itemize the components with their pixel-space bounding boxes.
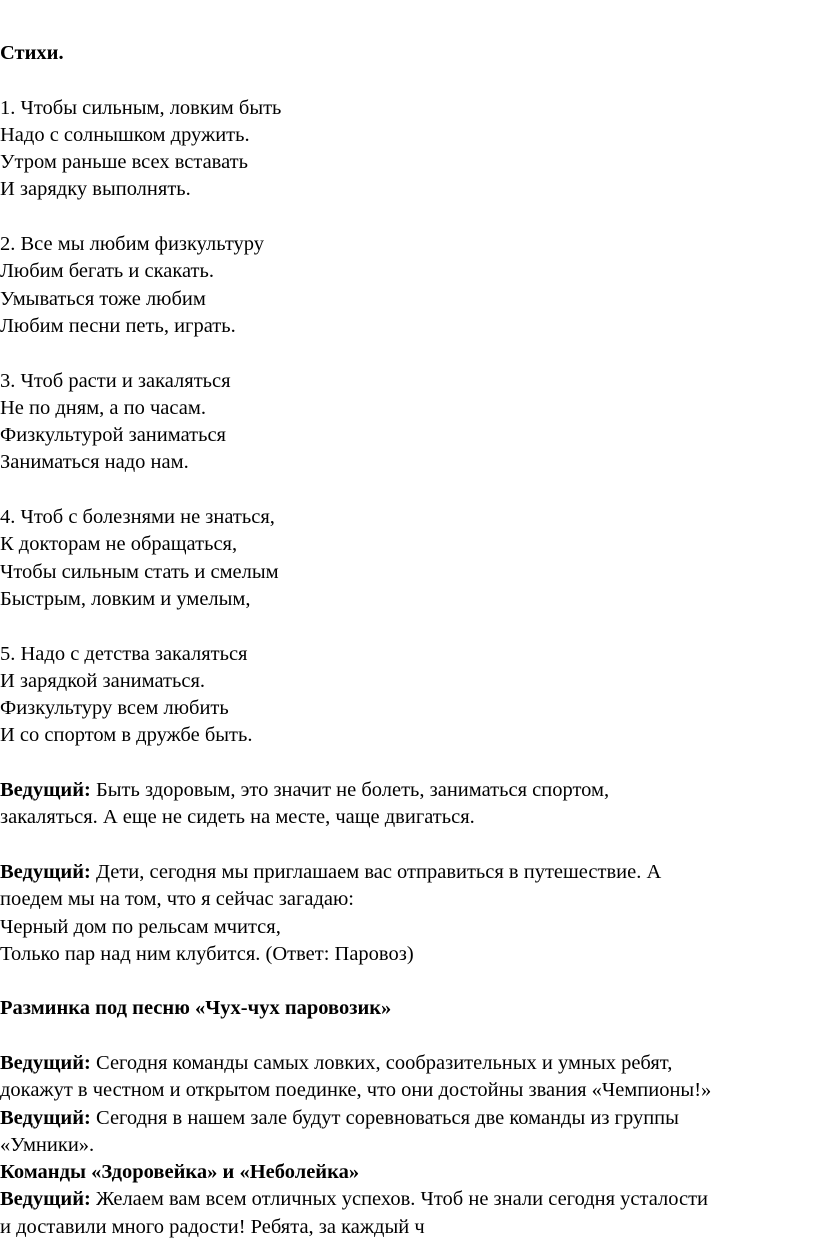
poem-line: 1. Чтобы сильным, ловким быть: [0, 96, 282, 119]
paragraph-text: Сегодня в нашем зале будут соревноваться две команды из группы: [90, 1106, 679, 1129]
poem-line: 5. Надо с детства закаляться: [0, 642, 248, 665]
poem-stanza-2: [0, 231, 816, 340]
poem-line: Надо с солнышком дружить.: [0, 123, 250, 146]
poem-line: К докторам не обращаться,: [0, 533, 238, 556]
speaker-label: Ведущий:: [0, 1106, 91, 1129]
spacer: [0, 477, 816, 504]
speaker-label: Ведущий:: [0, 860, 91, 883]
speaker-label: Ведущий:: [0, 779, 91, 802]
spacer: [0, 204, 816, 231]
document-page: [0, 40, 816, 1241]
paragraph-text: Сегодня команды самых ловких, сообразительных и умных ребят,: [90, 1051, 673, 1074]
spacer: [0, 613, 816, 640]
paragraph-text: Желаем вам всем отличных успехов. Чтоб не знали сегодня усталости: [90, 1188, 709, 1211]
poem-line: 4. Чтоб с болезнями не знаться,: [0, 506, 275, 529]
spacer: [0, 750, 816, 777]
poem-line: Утром раньше всех вставать: [0, 151, 248, 174]
paragraph-line: [0, 1050, 816, 1077]
paragraph-text: Быть здоровым, это значит не болеть, заниматься спортом,: [90, 779, 610, 802]
paragraph-line: и доставили много радости! Ребята, за каждый ч: [0, 1215, 425, 1238]
poem-line: Физкультурой заниматься: [0, 424, 226, 447]
poem-line: Заниматься надо нам.: [0, 451, 189, 474]
host-paragraph-4: [0, 1105, 816, 1160]
riddle-line: Только пар над ним клубится. (Ответ: Паровоз): [0, 942, 414, 965]
document-title: Стихи.: [0, 42, 64, 64]
paragraph-line: [0, 1186, 816, 1213]
warmup-heading: Разминка под песню «Чух-чух паровозик»: [0, 997, 392, 1020]
poem-stanza-3: [0, 368, 816, 477]
poem-line: 3. Чтоб расти и закаляться: [0, 369, 231, 392]
poem-line: Чтобы сильным стать и смелым: [0, 560, 279, 583]
riddle-line: Черный дом по рельсам мчится,: [0, 915, 281, 938]
paragraph-line: закаляться. А еще не сидеть на месте, чаще двигаться.: [0, 806, 475, 829]
poem-stanza-5: [0, 641, 816, 750]
host-paragraph-2: [0, 859, 816, 968]
paragraph-line: поедем мы на том, что я сейчас загадаю:: [0, 888, 354, 911]
poem-line: 2. Все мы любим физкультуру: [0, 233, 264, 256]
poem-line: Умываться тоже любим: [0, 287, 206, 310]
spacer: [0, 832, 816, 859]
teams-heading: Команды «Здоровейка» и «Неболейка»: [0, 1161, 360, 1184]
poem-line: И зарядку выполнять.: [0, 178, 191, 201]
poem-line: Любим бегать и скакать.: [0, 260, 214, 283]
spacer: [0, 968, 816, 995]
paragraph-line: докажут в честном и открытом поединке, что они достойны звания «Чемпионы!»: [0, 1079, 712, 1102]
speaker-label: Ведущий:: [0, 1051, 91, 1074]
host-paragraph-3: [0, 1050, 816, 1105]
spacer: [0, 340, 816, 367]
paragraph-line: «Умники».: [0, 1133, 95, 1156]
paragraph-line: [0, 777, 816, 804]
poem-line: Любим песни петь, играть.: [0, 314, 236, 337]
host-paragraph-5: [0, 1186, 816, 1241]
poem-line: И зарядкой заниматься.: [0, 669, 205, 692]
paragraph-line: [0, 859, 816, 886]
poem-line: Физкультуру всем любить: [0, 697, 229, 720]
poem-line: Быстрым, ловким и умелым,: [0, 587, 251, 610]
paragraph-text: Дети, сегодня мы приглашаем вас отправиться в путешествие. А: [90, 860, 662, 883]
poem-line: Не по дням, а по часам.: [0, 396, 206, 419]
speaker-label: Ведущий:: [0, 1188, 91, 1211]
poem-stanza-4: [0, 504, 816, 613]
poem-line: И со спортом в дружбе быть.: [0, 724, 253, 747]
host-paragraph-1: [0, 777, 816, 832]
spacer: [0, 67, 816, 94]
poem-stanza-1: [0, 95, 816, 204]
spacer: [0, 1023, 816, 1050]
paragraph-line: [0, 1105, 816, 1132]
